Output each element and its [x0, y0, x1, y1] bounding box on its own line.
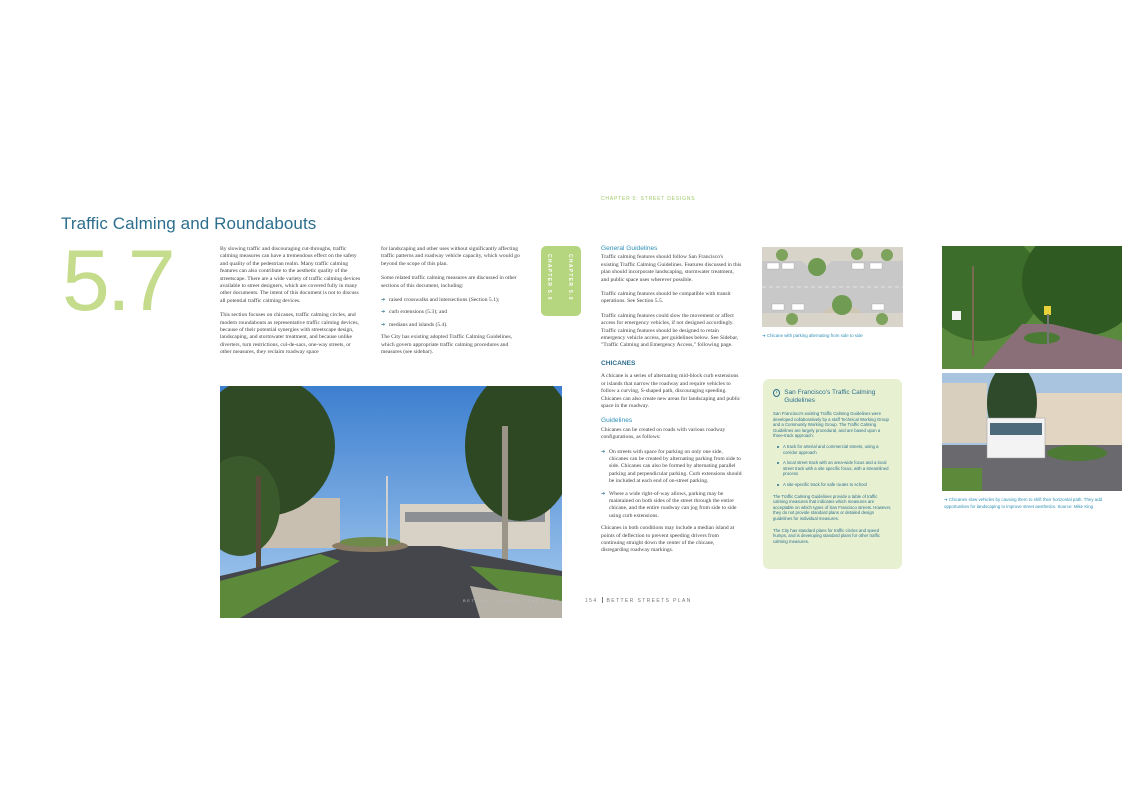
- list-item: [381, 309, 523, 316]
- sidebar-title: San Francisco's Traffic Calming Guidelines: [784, 389, 876, 404]
- page-footer-right: [585, 597, 692, 604]
- arrow-icon: ➔: [944, 498, 948, 503]
- sidebar-header: [773, 389, 892, 405]
- general-guidelines-heading: General Guidelines: [601, 245, 658, 252]
- list-item-text: medians and islands (5.4).: [389, 321, 448, 328]
- body-paragraph: Chicanes in both conditions may include a median island at points of deflection to prevent speeding drivers from continuing straight down the center of the chicane, disregarding roadway markings.: [601, 525, 735, 554]
- page-number: 154: [585, 598, 598, 604]
- list-item: A track for arterial and commercial streets, using a corridor approach: [773, 444, 892, 455]
- list-item-text: curb extensions (5.3); and: [389, 309, 448, 316]
- body-paragraph: Traffic calming features could slow the movement or affect access for emergency vehicles, if not designed accordingly. Traffic calming features should be designed to retain emergency vehicle access, per guidelines below. See Sidebar, "Traffic Calming and Emergency Access," following page.: [601, 312, 739, 349]
- sidebar-list: [773, 444, 892, 488]
- arrow-icon: ➔: [762, 334, 766, 339]
- body-paragraph: Chicanes can be created on roads with various roadway configurations, as follows:: [601, 426, 726, 441]
- list-item: [381, 297, 523, 304]
- median-street-photo: [942, 246, 1122, 369]
- arrow-icon: ➔: [601, 448, 606, 455]
- chapter-tab-label: CHAPTER 5.0: [567, 254, 573, 301]
- footer-divider: [602, 597, 603, 603]
- intro-paragraph: for landscaping and other uses without significantly affecting traffic patterns and roadway vehicle capacity, which would go beyond the scope of this plan.: [381, 246, 520, 267]
- arrow-icon: ➔: [381, 297, 386, 304]
- street-chicane-photo: [220, 386, 562, 618]
- plan-caption-text: Chicane with parking alternating from side to side: [766, 333, 863, 338]
- guidelines-list: [601, 449, 742, 521]
- chapter-tab: [541, 246, 581, 316]
- arrow-circle-icon: ›: [773, 389, 780, 397]
- chicane-plan-drawing: [762, 247, 903, 327]
- list-item: [601, 491, 742, 521]
- page-footer-left: BETTER STREETS PLAN | 153: [463, 598, 560, 603]
- section-number: 5.7: [62, 233, 173, 329]
- sidebar-paragraph: The Traffic Calming Guidelines provide a table of traffic calming measures that indicates which measures are acceptable on which types of San Francisco streets. However, they do not provide standard plans or detailed design guidelines for individual measures.: [773, 493, 892, 521]
- chicanes-heading: CHICANES: [601, 359, 636, 367]
- sidebar-paragraph: The City has standard plans for traffic circles and speed humps, and is developing standard plans for other traffic calming measures.: [773, 527, 880, 544]
- arrow-icon: ➔: [381, 309, 386, 316]
- traffic-calming-sidebar: [763, 379, 902, 569]
- guidelines-column: [601, 245, 742, 562]
- list-item-text: Where a wide right-of-way allows, parking may be maintained on both sides of the street through the entire chicane, and the entire roadway can jog from side to side using curb extensions.: [609, 490, 737, 519]
- sidebar-intro: San Francisco's existing Traffic Calming Guidelines were developed collaboratively by a staff Technical Working Group and a Community Working Group. The Traffic Calming Guidelines are largely procedural, and are based upon a three-track approach:: [773, 411, 889, 439]
- guidelines-heading: Guidelines: [601, 417, 633, 425]
- intro-paragraph: Some related traffic calming measures are discussed in other sections of this document, including:: [381, 275, 517, 289]
- plan-graphic: [762, 247, 903, 327]
- photo-caption: [944, 497, 1122, 509]
- intro-column-1: [220, 246, 363, 364]
- chapter-tab-label: CHAPTER 5.0: [546, 254, 552, 301]
- running-header: CHAPTER 5: STREET DESIGNS: [601, 196, 696, 202]
- photo-caption-text: Chicanes slow vehicles by causing them to shift their horizontal path. They add opportunities for landscaping to improve street aesthetics. Source: Mike King: [944, 497, 1103, 509]
- arrow-icon: ➔: [601, 490, 606, 497]
- list-item: A site-specific track for safe routes to school: [773, 482, 892, 488]
- street-photo-graphic: [220, 386, 562, 618]
- intro-column-2: [381, 246, 523, 363]
- list-item: [601, 449, 742, 486]
- intro-paragraph: The City has existing adopted Traffic Calming Guidelines, which govern appropriate traffic calming procedures and measures (see sidebar).: [381, 334, 513, 356]
- body-paragraph: A chicane is a series of alternating mid-block curb extensions or islands that narrow the roadway and require vehicles to follow a curving, S-shaped path, discouraging speeding. Chicanes can also create new areas for landscaping and public space in the roadway.: [601, 373, 741, 409]
- intro-paragraph: By slowing traffic and discouraging cut-throughs, traffic calming measures can have a tremendous effect on the safety and quality of the pedestrian realm. Many traffic calming features can also contribute to the aesthetic quality of the streetscape. There are a wide variety of traffic calming devices available to street designers, which are covered fully in many other documents. The intent of this document is not to discuss all potential traffic calming devices.: [220, 246, 361, 304]
- plan-caption: [762, 333, 903, 340]
- body-paragraph: Traffic calming features should follow San Francisco's existing Traffic Calming Guidelines. Features discussed in this plan should incorporate landscaping, stormwater treatment, and public space uses wherever possible.: [601, 254, 742, 283]
- page-title: Traffic Calming and Roundabouts: [61, 214, 317, 233]
- bus-photo-graphic: [942, 373, 1122, 491]
- intro-paragraph: This section focuses on chicanes, traffic calming circles, and modern roundabouts as representative traffic calming devices, because of their potential synergies with streetscape design, landscaping, and stormwater treatment, and because unlike diverters, turn restrictions, cul-de-sacs, one-way streets, or other measures, they reclaim roadway space: [220, 312, 359, 356]
- list-item: [381, 322, 523, 329]
- footer-title: BETTER STREETS PLAN: [606, 598, 692, 604]
- body-paragraph: Traffic calming features should be compatible with transit operations. See Section 5.5.: [601, 291, 731, 305]
- list-item: A local street track with an area-wide focus and a local street track with a site specific focus, with a streamlined process: [773, 460, 892, 477]
- bus-street-photo: [942, 373, 1122, 491]
- list-item-text: raised crosswalks and intersections (Section 5.1);: [389, 297, 500, 304]
- list-item-text: On streets with space for parking on only one side, chicanes can be created by alternating parking from side to side. Chicanes can also be formed by alternating parallel parking and perpendicular parking. Curb extensions should be included at each end of on-street parking.: [609, 448, 742, 485]
- median-photo-graphic: [942, 246, 1122, 369]
- related-sections-list: [381, 297, 523, 329]
- arrow-icon: ➔: [381, 321, 386, 328]
